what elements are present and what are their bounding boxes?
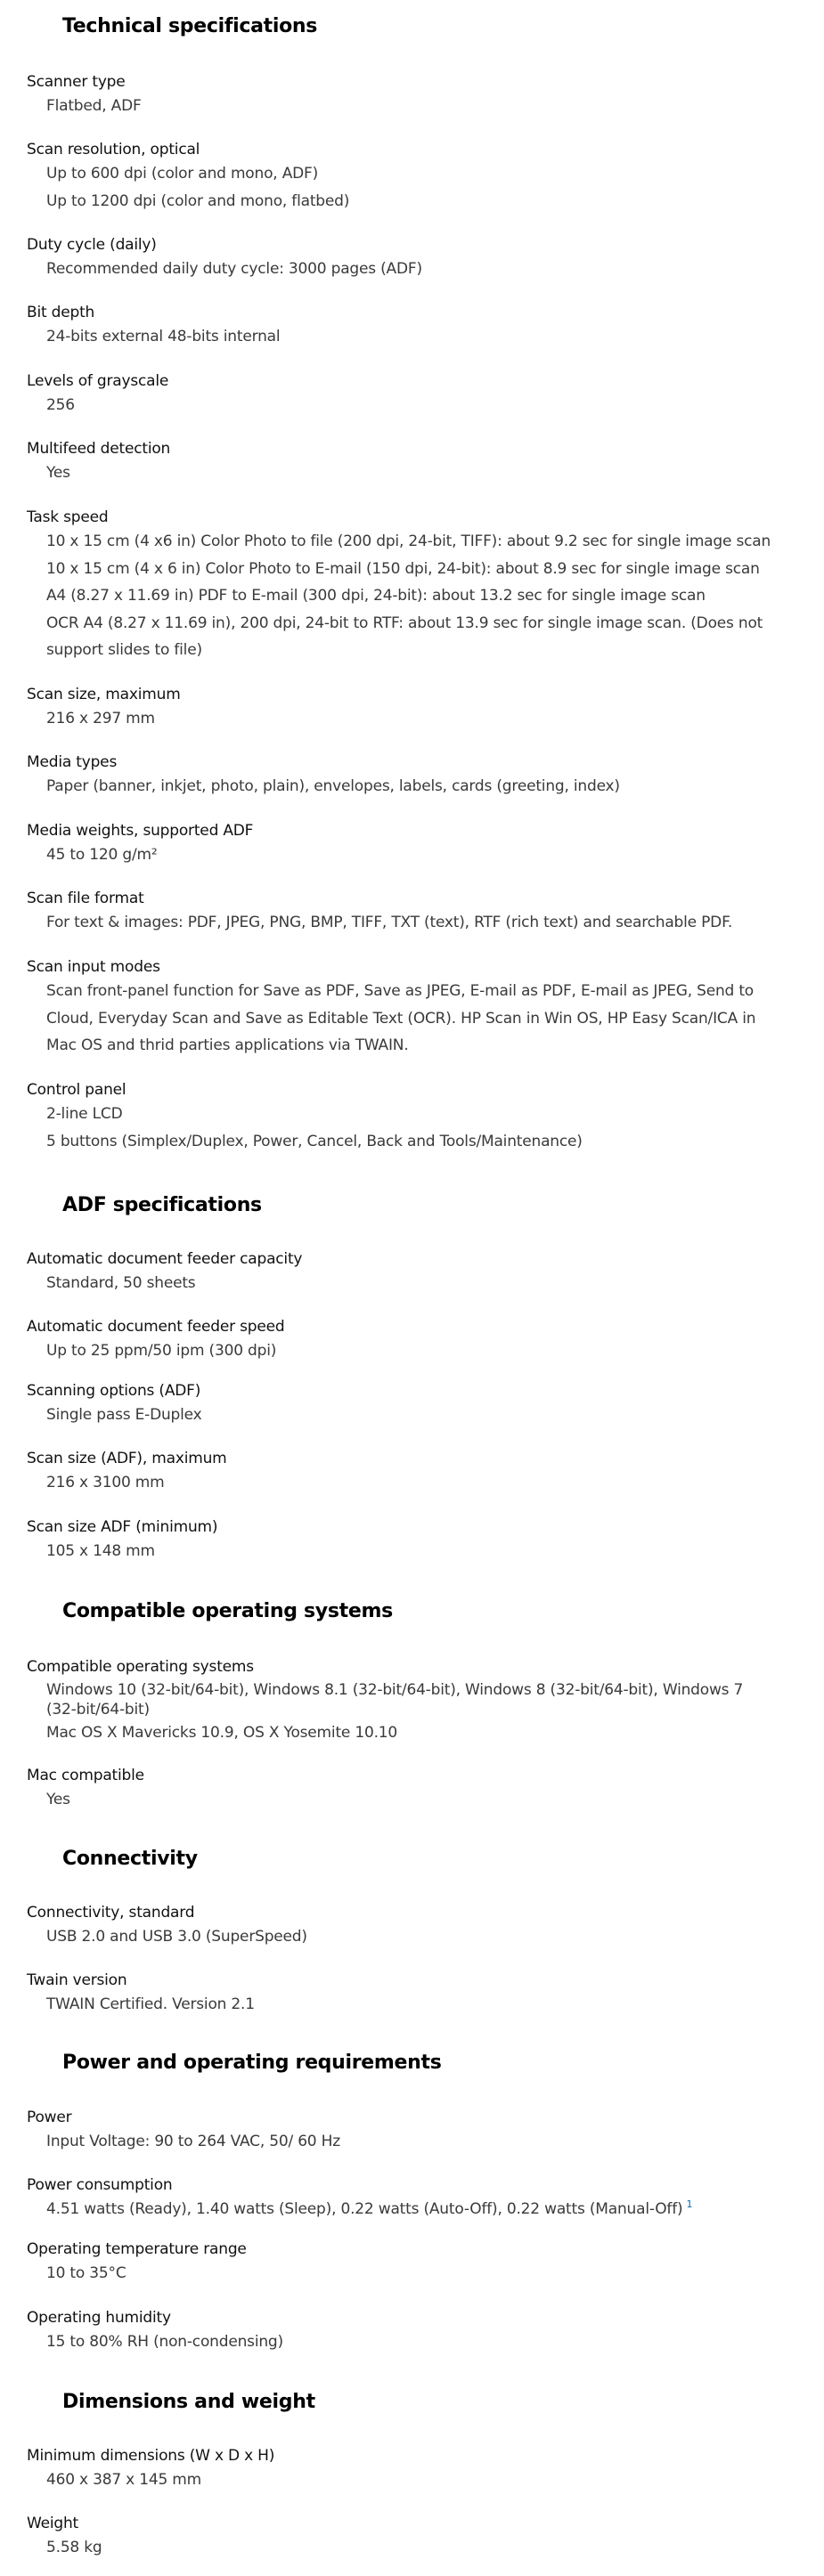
spec-label: Power — [27, 2109, 72, 2126]
section-adf-specifications — [27, 1193, 262, 1218]
spec-label: Levels of grayscale — [27, 372, 169, 390]
spec-connectivity-standard — [27, 1902, 777, 1951]
spec-compatible-os — [27, 1656, 777, 1743]
spec-scan-size-maximum — [27, 684, 777, 733]
spec-value: 10 to 35°C — [46, 2264, 126, 2282]
spec-value: 2-line LCD — [46, 1105, 123, 1123]
spec-label: Automatic document feeder capacity — [27, 1250, 303, 1268]
spec-label: Duty cycle (daily) — [27, 236, 157, 254]
spec-label: Minimum dimensions (W x D x H) — [27, 2447, 275, 2465]
section-title: Connectivity — [62, 1848, 198, 1870]
spec-value: 5 buttons (Simplex/Duplex, Power, Cancel, Back and Tools/Maintenance) — [46, 1132, 583, 1150]
spec-operating-humidity — [27, 2307, 777, 2356]
spec-value: 256 — [46, 396, 75, 414]
spec-value: TWAIN Certified. Version 2.1 — [46, 1995, 255, 2013]
spec-label: Bit depth — [27, 304, 95, 321]
spec-value: 10 x 15 cm (4 x6 in) Color Photo to file (200 dpi, 24-bit, TIFF): about 9.2 sec for single image scan — [46, 532, 771, 550]
spec-value: Yes — [46, 464, 70, 482]
spec-value: Input Voltage: 90 to 264 VAC, 50/ 60 Hz — [46, 2133, 340, 2150]
spec-label: Scan size (ADF), maximum — [27, 1450, 227, 1467]
spec-value: For text & images: PDF, JPEG, PNG, BMP, TIFF, TXT (text), RTF (rich text) and searchable PDF. — [46, 914, 733, 931]
spec-minimum-dimensions — [27, 2445, 777, 2494]
spec-value — [27, 2196, 777, 2223]
spec-weight — [27, 2513, 777, 2562]
section-power-and-operating-requirements — [27, 2051, 442, 2076]
spec-value: A4 (8.27 x 11.69 in) PDF to E-mail (300 dpi, 24-bit): about 13.2 sec for single image scan — [46, 587, 706, 605]
spec-value: Up to 25 ppm/50 ipm (300 dpi) — [46, 1342, 277, 1360]
spec-value: 216 x 297 mm — [46, 710, 155, 727]
spec-mac-compatible — [27, 1765, 777, 1814]
footnote-link[interactable]: 1 — [686, 2198, 693, 2210]
spec-value-text: 4.51 watts (Ready), 1.40 watts (Sleep), 0.22 watts (Auto-Off), 0.22 watts (Manual-Off) — [46, 2200, 683, 2218]
spec-value: OCR A4 (8.27 x 11.69 in), 200 dpi, 24-bit to RTF: about 13.9 sec for single image scan. (Does not support slides to file) — [46, 614, 763, 659]
spec-value: 460 x 387 x 145 mm — [46, 2471, 202, 2489]
spec-value: 15 to 80% RH (non-condensing) — [46, 2333, 283, 2351]
spec-value: USB 2.0 and USB 3.0 (SuperSpeed) — [46, 1928, 307, 1946]
spec-value: 45 to 120 g/m² — [46, 846, 158, 864]
spec-label: Weight — [27, 2515, 79, 2532]
spec-value: Standard, 50 sheets — [46, 1274, 196, 1292]
section-title: Technical specifications — [62, 15, 318, 37]
spec-twain-version — [27, 1970, 777, 2019]
spec-scan-resolution — [27, 139, 777, 215]
spec-value: 5.58 kg — [46, 2539, 102, 2556]
section-title: Compatible operating systems — [62, 1600, 393, 1622]
spec-label: Task speed — [27, 508, 109, 526]
spec-scan-size-adf-minimum — [27, 1516, 777, 1565]
section-title: ADF specifications — [62, 1194, 262, 1216]
spec-value: Flatbed, ADF — [46, 97, 142, 115]
spec-label: Control panel — [27, 1081, 126, 1099]
spec-label: Scan input modes — [27, 958, 160, 976]
section-title: Power and operating requirements — [62, 2052, 442, 2074]
spec-label: Scan file format — [27, 890, 144, 907]
spec-scan-input-modes — [27, 956, 777, 1060]
spec-label: Multifeed detection — [27, 440, 171, 458]
spec-value: Single pass E-Duplex — [46, 1406, 202, 1424]
spec-operating-temperature — [27, 2239, 777, 2288]
spec-scan-size-adf-maximum — [27, 1448, 777, 1497]
spec-adf-speed — [27, 1316, 777, 1365]
spec-label: Operating humidity — [27, 2309, 171, 2327]
spec-scanning-options-adf — [27, 1380, 777, 1429]
spec-multifeed-detection — [27, 438, 777, 487]
spec-value: Scan front-panel function for Save as PDF, Save as JPEG, E-mail as PDF, E-mail as JPEG, Send to Cloud, Everyday Scan and Save as Editable Text (OCR). HP Scan in Win OS, HP Easy Scan/ICA in Mac OS and thrid parties applications via TWAIN. — [46, 982, 756, 1054]
spec-value: Up to 600 dpi (color and mono, ADF) — [46, 165, 319, 183]
spec-label: Scan size ADF (minimum) — [27, 1518, 218, 1536]
spec-duty-cycle — [27, 234, 777, 283]
spec-task-speed — [27, 507, 777, 664]
spec-value: Paper (banner, inkjet, photo, plain), envelopes, labels, cards (greeting, index) — [46, 777, 620, 795]
spec-label: Scanning options (ADF) — [27, 1382, 201, 1400]
spec-value: Yes — [46, 1791, 70, 1808]
spec-value: Recommended daily duty cycle: 3000 pages (ADF) — [46, 260, 422, 278]
spec-label: Connectivity, standard — [27, 1904, 195, 1922]
spec-label: Operating temperature range — [27, 2240, 247, 2258]
spec-value: 24-bits external 48-bits internal — [46, 328, 281, 345]
section-connectivity — [27, 1847, 198, 1872]
spec-scanner-type — [27, 71, 777, 120]
spec-power — [27, 2107, 777, 2156]
spec-value: 10 x 15 cm (4 x 6 in) Color Photo to E-mail (150 dpi, 24-bit): about 8.9 sec for single image scan — [46, 559, 760, 578]
spec-control-panel — [27, 1079, 777, 1155]
spec-label: Media weights, supported ADF — [27, 822, 254, 840]
spec-scan-file-format — [27, 888, 777, 937]
section-technical-specifications — [27, 14, 317, 39]
spec-label: Automatic document feeder speed — [27, 1318, 285, 1336]
spec-levels-of-grayscale — [27, 370, 777, 419]
spec-label: Scan resolution, optical — [27, 141, 200, 158]
spec-label: Compatible operating systems — [27, 1658, 254, 1676]
spec-value: Windows 10 (32-bit/64-bit), Windows 8.1 (32-bit/64-bit), Windows 8 (32-bit/64-bit), Windows 7 (32-bit/64-bit) — [46, 1681, 744, 1719]
spec-label: Scan size, maximum — [27, 686, 181, 703]
section-title: Dimensions and weight — [62, 2391, 315, 2413]
spec-label: Media types — [27, 753, 118, 771]
spec-power-consumption — [27, 2174, 777, 2223]
spec-label: Mac compatible — [27, 1767, 144, 1784]
spec-value: Mac OS X Mavericks 10.9, OS X Yosemite 10.10 — [46, 1724, 398, 1742]
spec-value: 105 x 148 mm — [46, 1542, 155, 1560]
section-compatible-operating-systems — [27, 1599, 393, 1624]
spec-value: Up to 1200 dpi (color and mono, flatbed) — [46, 191, 350, 210]
spec-value: 216 x 3100 mm — [46, 1474, 165, 1491]
spec-label: Scanner type — [27, 73, 126, 91]
spec-bit-depth — [27, 302, 777, 351]
spec-label: Power consumption — [27, 2176, 173, 2194]
spec-media-weights — [27, 820, 777, 869]
section-dimensions-and-weight — [27, 2390, 315, 2415]
spec-media-types — [27, 752, 777, 800]
spec-label: Twain version — [27, 1971, 127, 1989]
spec-adf-capacity — [27, 1248, 777, 1297]
